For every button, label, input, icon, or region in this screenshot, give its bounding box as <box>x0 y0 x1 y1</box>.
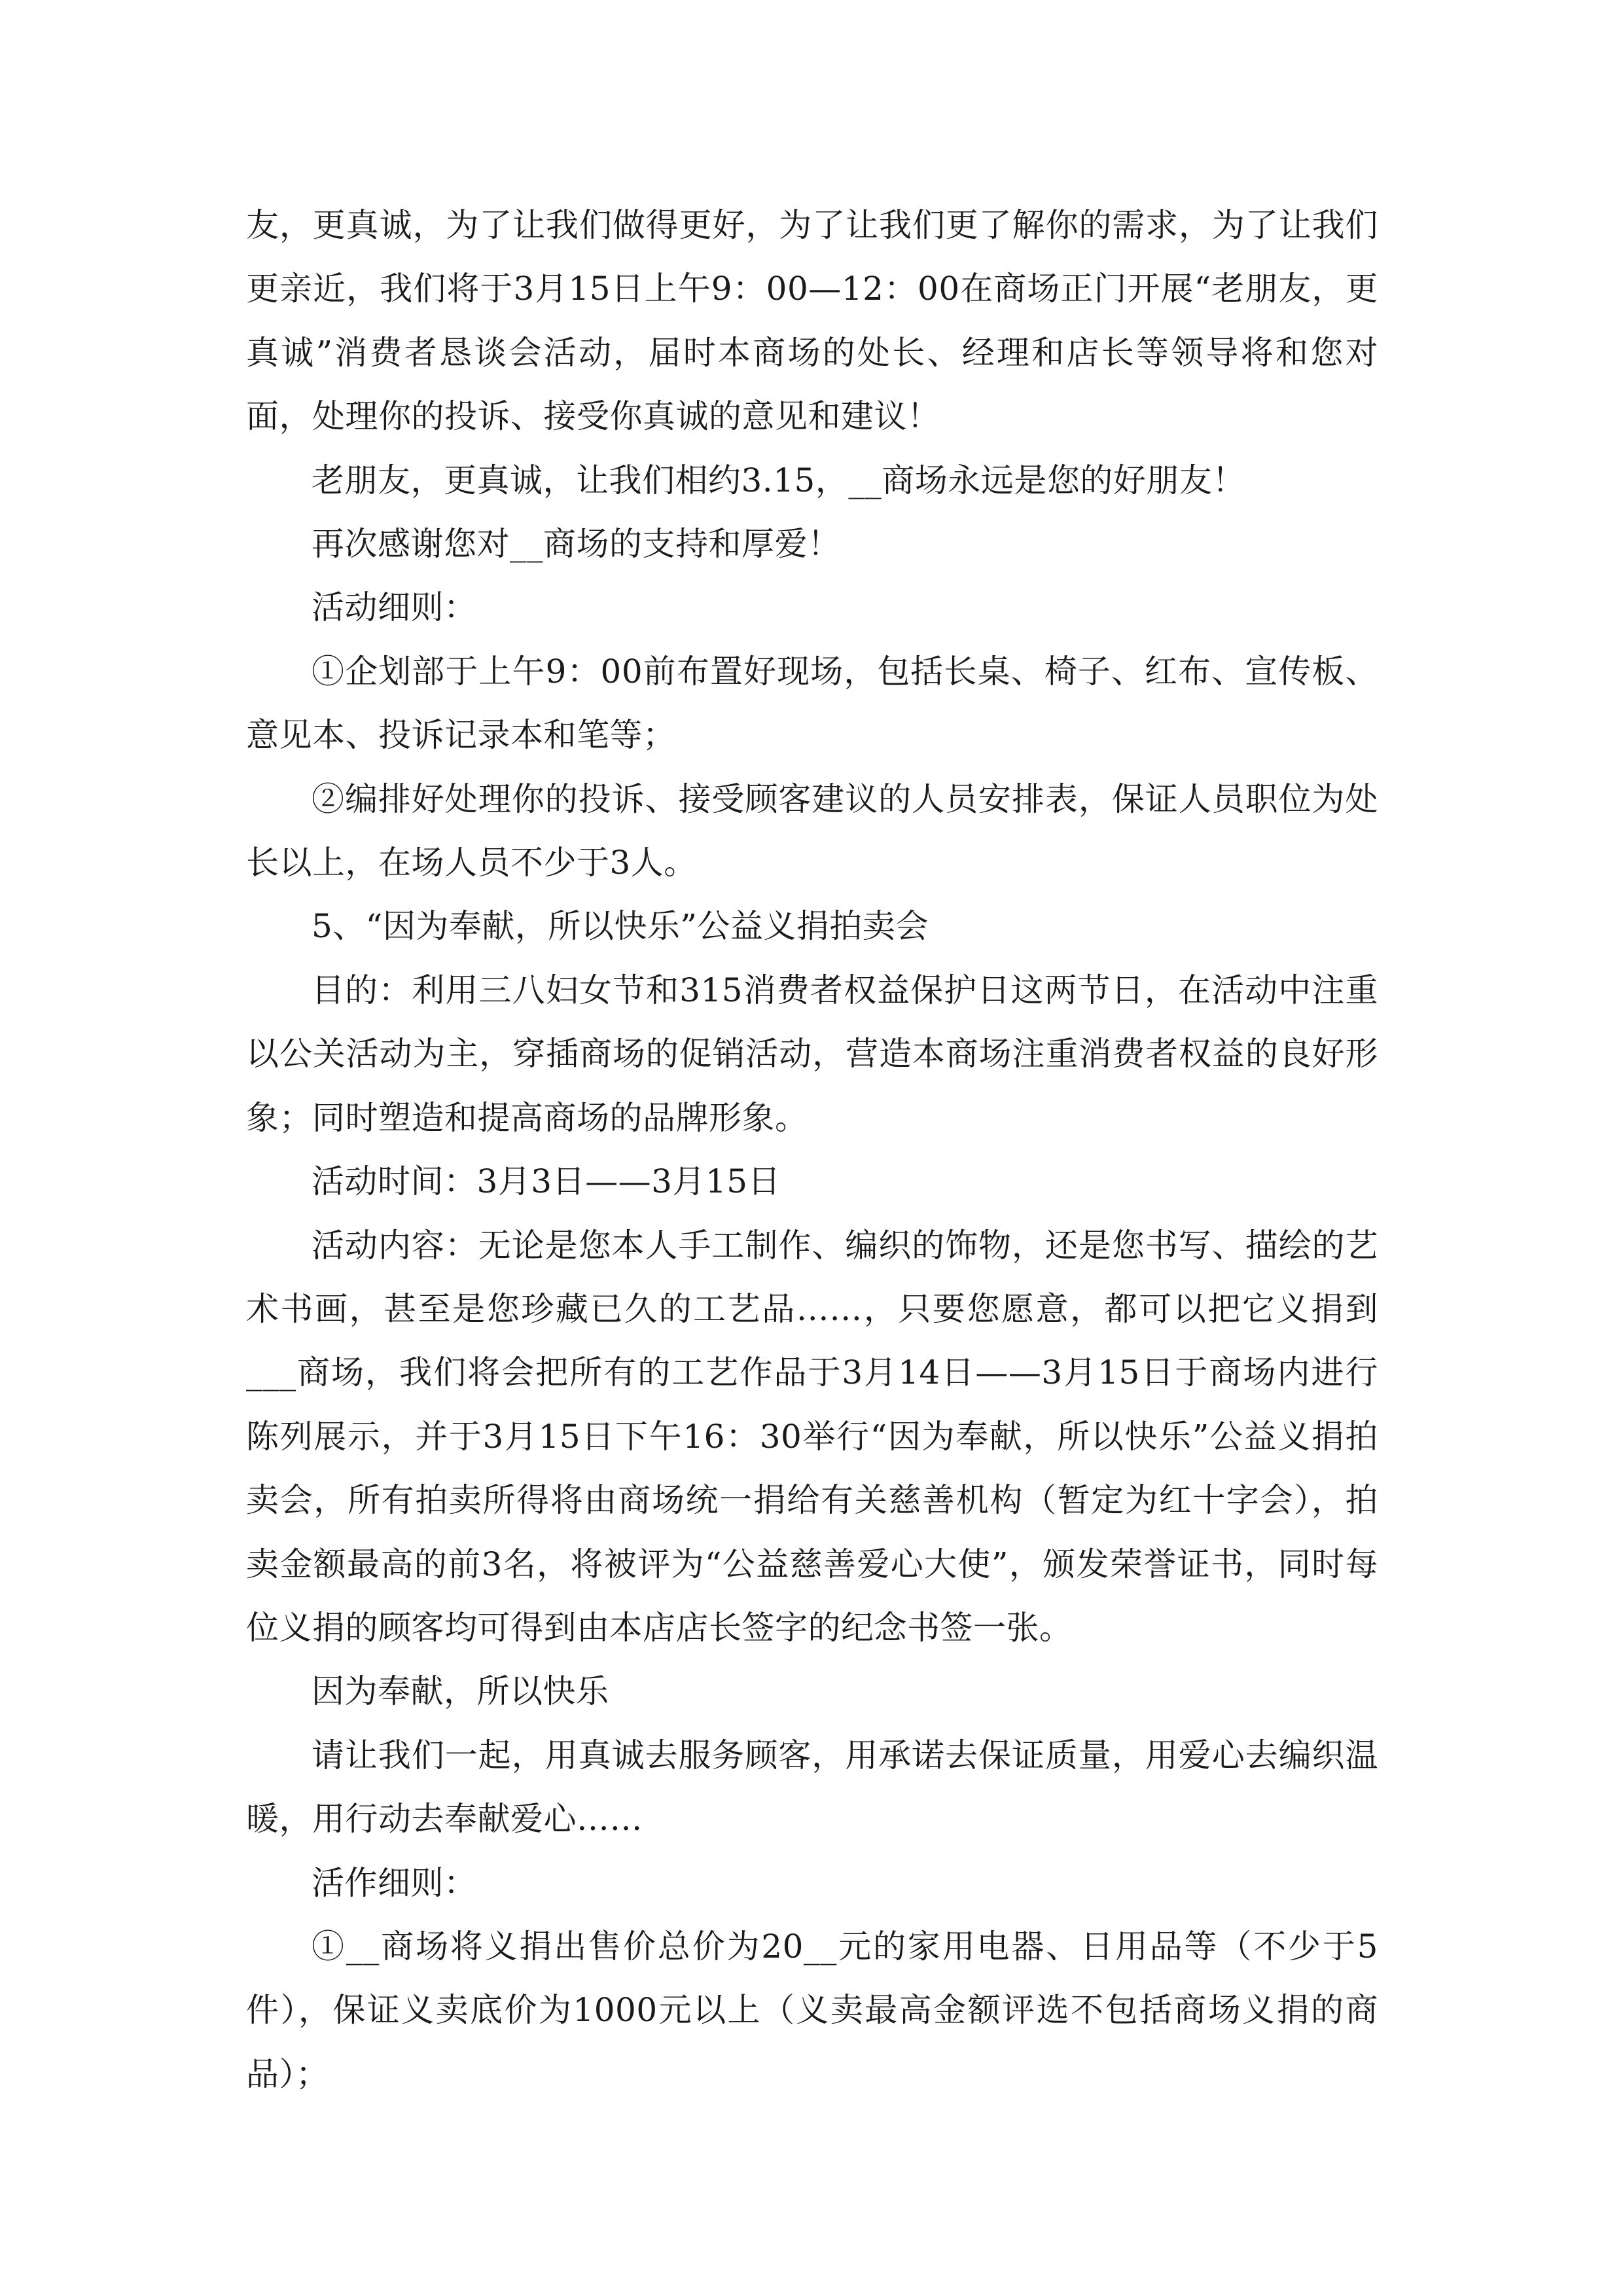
document-body <box>246 194 1378 2106</box>
list-item: ②编排好处理你的投诉、接受顾客建议的人员安排表，保证人员职位为处长以上，在场人员不少于3人。 <box>246 780 1378 882</box>
section-heading: 活作细则： <box>312 1863 477 1902</box>
paragraph: 请让我们一起，用真诚去服务顾客，用承诺去保证质量，用爱心去编织温暖，用行动去奉献爱心…… <box>246 1736 1378 1839</box>
paragraph: 活动内容：无论是您本人手工制作、编织的饰物，还是您书写、描绘的艺术书画，甚至是您珍藏已久的工艺品……，只要您愿意，都可以把它义捐到___商场，我们将会把所有的工艺作品于3月14日——3月15日于商场内进行陈列展示，并于3月15日下午16：30举行“因为奉献，所以快乐”公益义捐拍卖会，所有拍卖所得将由商场统一捐给有关慈善机构（暂定为红十字会），拍卖金额最高的前3名，将被评为“公益慈善爱心大使”，颁发荣誉证书，同时每位义捐的顾客均可得到由本店店长签字的纪念书签一张。 <box>246 1226 1378 1647</box>
section-heading: 5、“因为奉献，所以快乐”公益义捐拍卖会 <box>312 907 929 946</box>
paragraph-continuation: 友，更真诚，为了让我们做得更好，为了让我们更了解你的需求，为了让我们更亲近，我们将于3月15日上午9：00—12：00在商场正门开展“老朋友，更真诚”消费者恳谈会活动，届时本商场的处长、经理和店长等领导将和您对面，处理你的投诉、接受你真诚的意见和建议！ <box>246 206 1378 436</box>
paragraph: 目的：利用三八妇女节和315消费者权益保护日这两节日，在活动中注重以公关活动为主，穿插商场的促销活动，营造本商场注重消费者权益的良好形象；同时塑造和提高商场的品牌形象。 <box>246 971 1378 1137</box>
paragraph: 老朋友，更真诚，让我们相约3.15，__商场永远是您的好朋友！ <box>312 461 1245 499</box>
list-item: ①企划部于上午9：00前布置好现场，包括长桌、椅子、红布、宣传板、意见本、投诉记录本和笔等； <box>246 652 1378 755</box>
paragraph: 再次感谢您对__商场的支持和厚爱！ <box>312 525 841 564</box>
paragraph: 因为奉献，所以快乐 <box>312 1672 609 1711</box>
section-heading: 活动细则： <box>312 588 477 627</box>
list-item: ①__商场将义捐出售价总价为20__元的家用电器、日用品等（不少于5件），保证义卖底价为1000元以上（义卖最高金额评选不包括商场义捐的商品）； <box>246 1927 1378 2093</box>
paragraph: 活动时间：3月3日——3月15日 <box>312 1162 781 1201</box>
